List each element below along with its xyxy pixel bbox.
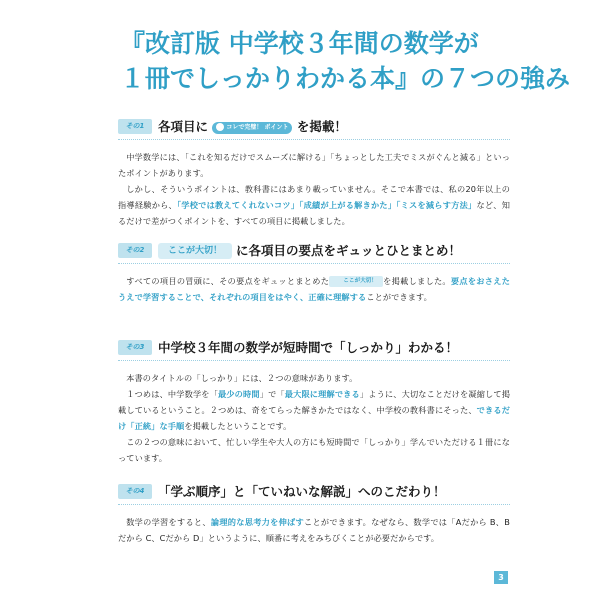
paragraph: 本書のタイトルの「しっかり」には、２つの意味があります。	[126, 373, 358, 383]
paragraph: しかし、そういうポイントは、教科書にはあまり載っていません。そこで本書では、私の20年以上の指導経験から、「学校では教えてくれないコツ」「成績が上がる解きかた」「ミスを減らす方法」など、知るだけで差がつくポイントを、すべての項目に掲載しました。	[118, 184, 511, 226]
section-2	[118, 240, 510, 305]
hand-icon	[216, 123, 224, 131]
point-tag	[212, 122, 292, 134]
section-4-body	[118, 514, 510, 546]
heading-text: 各項目に	[158, 119, 209, 134]
section-badge: その2	[118, 243, 152, 258]
highlight: 最少の時間	[217, 389, 260, 399]
important-box: ここが大切！	[158, 243, 232, 259]
section-4	[118, 481, 510, 546]
section-badge: その3	[118, 340, 152, 355]
heading-text: 中学校３年間の数学が短時間で「しっかり」わかる！	[158, 340, 459, 355]
page-number: 3	[494, 571, 508, 584]
section-4-heading	[118, 481, 510, 505]
paragraph: すべての項目の冒頭に、その要点をギュッとまとめた ここが大切！ を掲載しました。要点をおさえたうえで学習することで、それぞれの項目をはやく、正確に理解することができます。	[118, 276, 510, 302]
page-title	[120, 26, 571, 96]
section-badge: その4	[118, 484, 152, 499]
paragraph: 中学数学には、「これを知るだけでスムーズに解ける」「ちょっとした工夫でミスがぐんと減る」といったポイントがあります。	[118, 152, 510, 178]
section-1	[118, 116, 510, 229]
heading-text: に各項目の要点をギュッとひとまとめ！	[236, 242, 462, 258]
section-1-heading	[118, 116, 510, 140]
heading-text: を掲載！	[296, 119, 347, 134]
point-tag-label: コレで完璧！ ポイント	[226, 123, 289, 131]
section-badge: その1	[118, 119, 152, 134]
important-mini-box: ここが大切！	[329, 276, 383, 287]
section-3-heading	[118, 337, 510, 361]
section-3	[118, 337, 510, 466]
section-2-body	[118, 273, 510, 305]
paragraph: 数学の学習をすると、論理的な思考力を伸ばすことができます。なぜなら、数学では「Aだから B、Bだから C、Cだから D」というように、順番に考えをみちびくことが必要だからです。	[118, 517, 510, 543]
paragraph: １つめは、中学数学を「最少の時間」で「最大限に理解できる」ように、大切なことだけを凝縮して掲載しているということ。２つめは、奇をてらった解きかたではなく、中学校の教科書にそった、できるだけ「正統」な手順を掲載したということです。	[118, 389, 511, 431]
paragraph: この２つの意味において、忙しい学生や大人の方にも短時間で「しっかり」学んでいただける１冊になっています。	[118, 437, 510, 463]
section-2-heading	[118, 240, 510, 264]
heading-text: 「学ぶ順序」と「ていねいな解説」へのこだわり！	[158, 484, 446, 499]
section-1-body	[118, 149, 510, 229]
highlight: 「成績が上がる解きかた」	[299, 200, 397, 210]
highlight: 「学校では教えてくれないコツ」	[176, 200, 300, 210]
section-3-body	[118, 370, 510, 466]
title-line-1: 『改訂版 中学校３年間の数学が	[120, 29, 479, 58]
highlight: 論理的な思考力を伸ばす	[210, 517, 304, 527]
title-line-2: １冊でしっかりわかる本』の７つの強み	[120, 64, 571, 93]
highlight: 要点をおさえたうえで学習することで、それぞれの項目をはやく、正確に理解する	[118, 276, 510, 302]
highlight: できるだけ「正統」な手順	[118, 405, 510, 431]
highlight: 「ミスを減らす方法」	[396, 200, 477, 210]
highlight: 最大限に理解できる	[284, 389, 360, 399]
